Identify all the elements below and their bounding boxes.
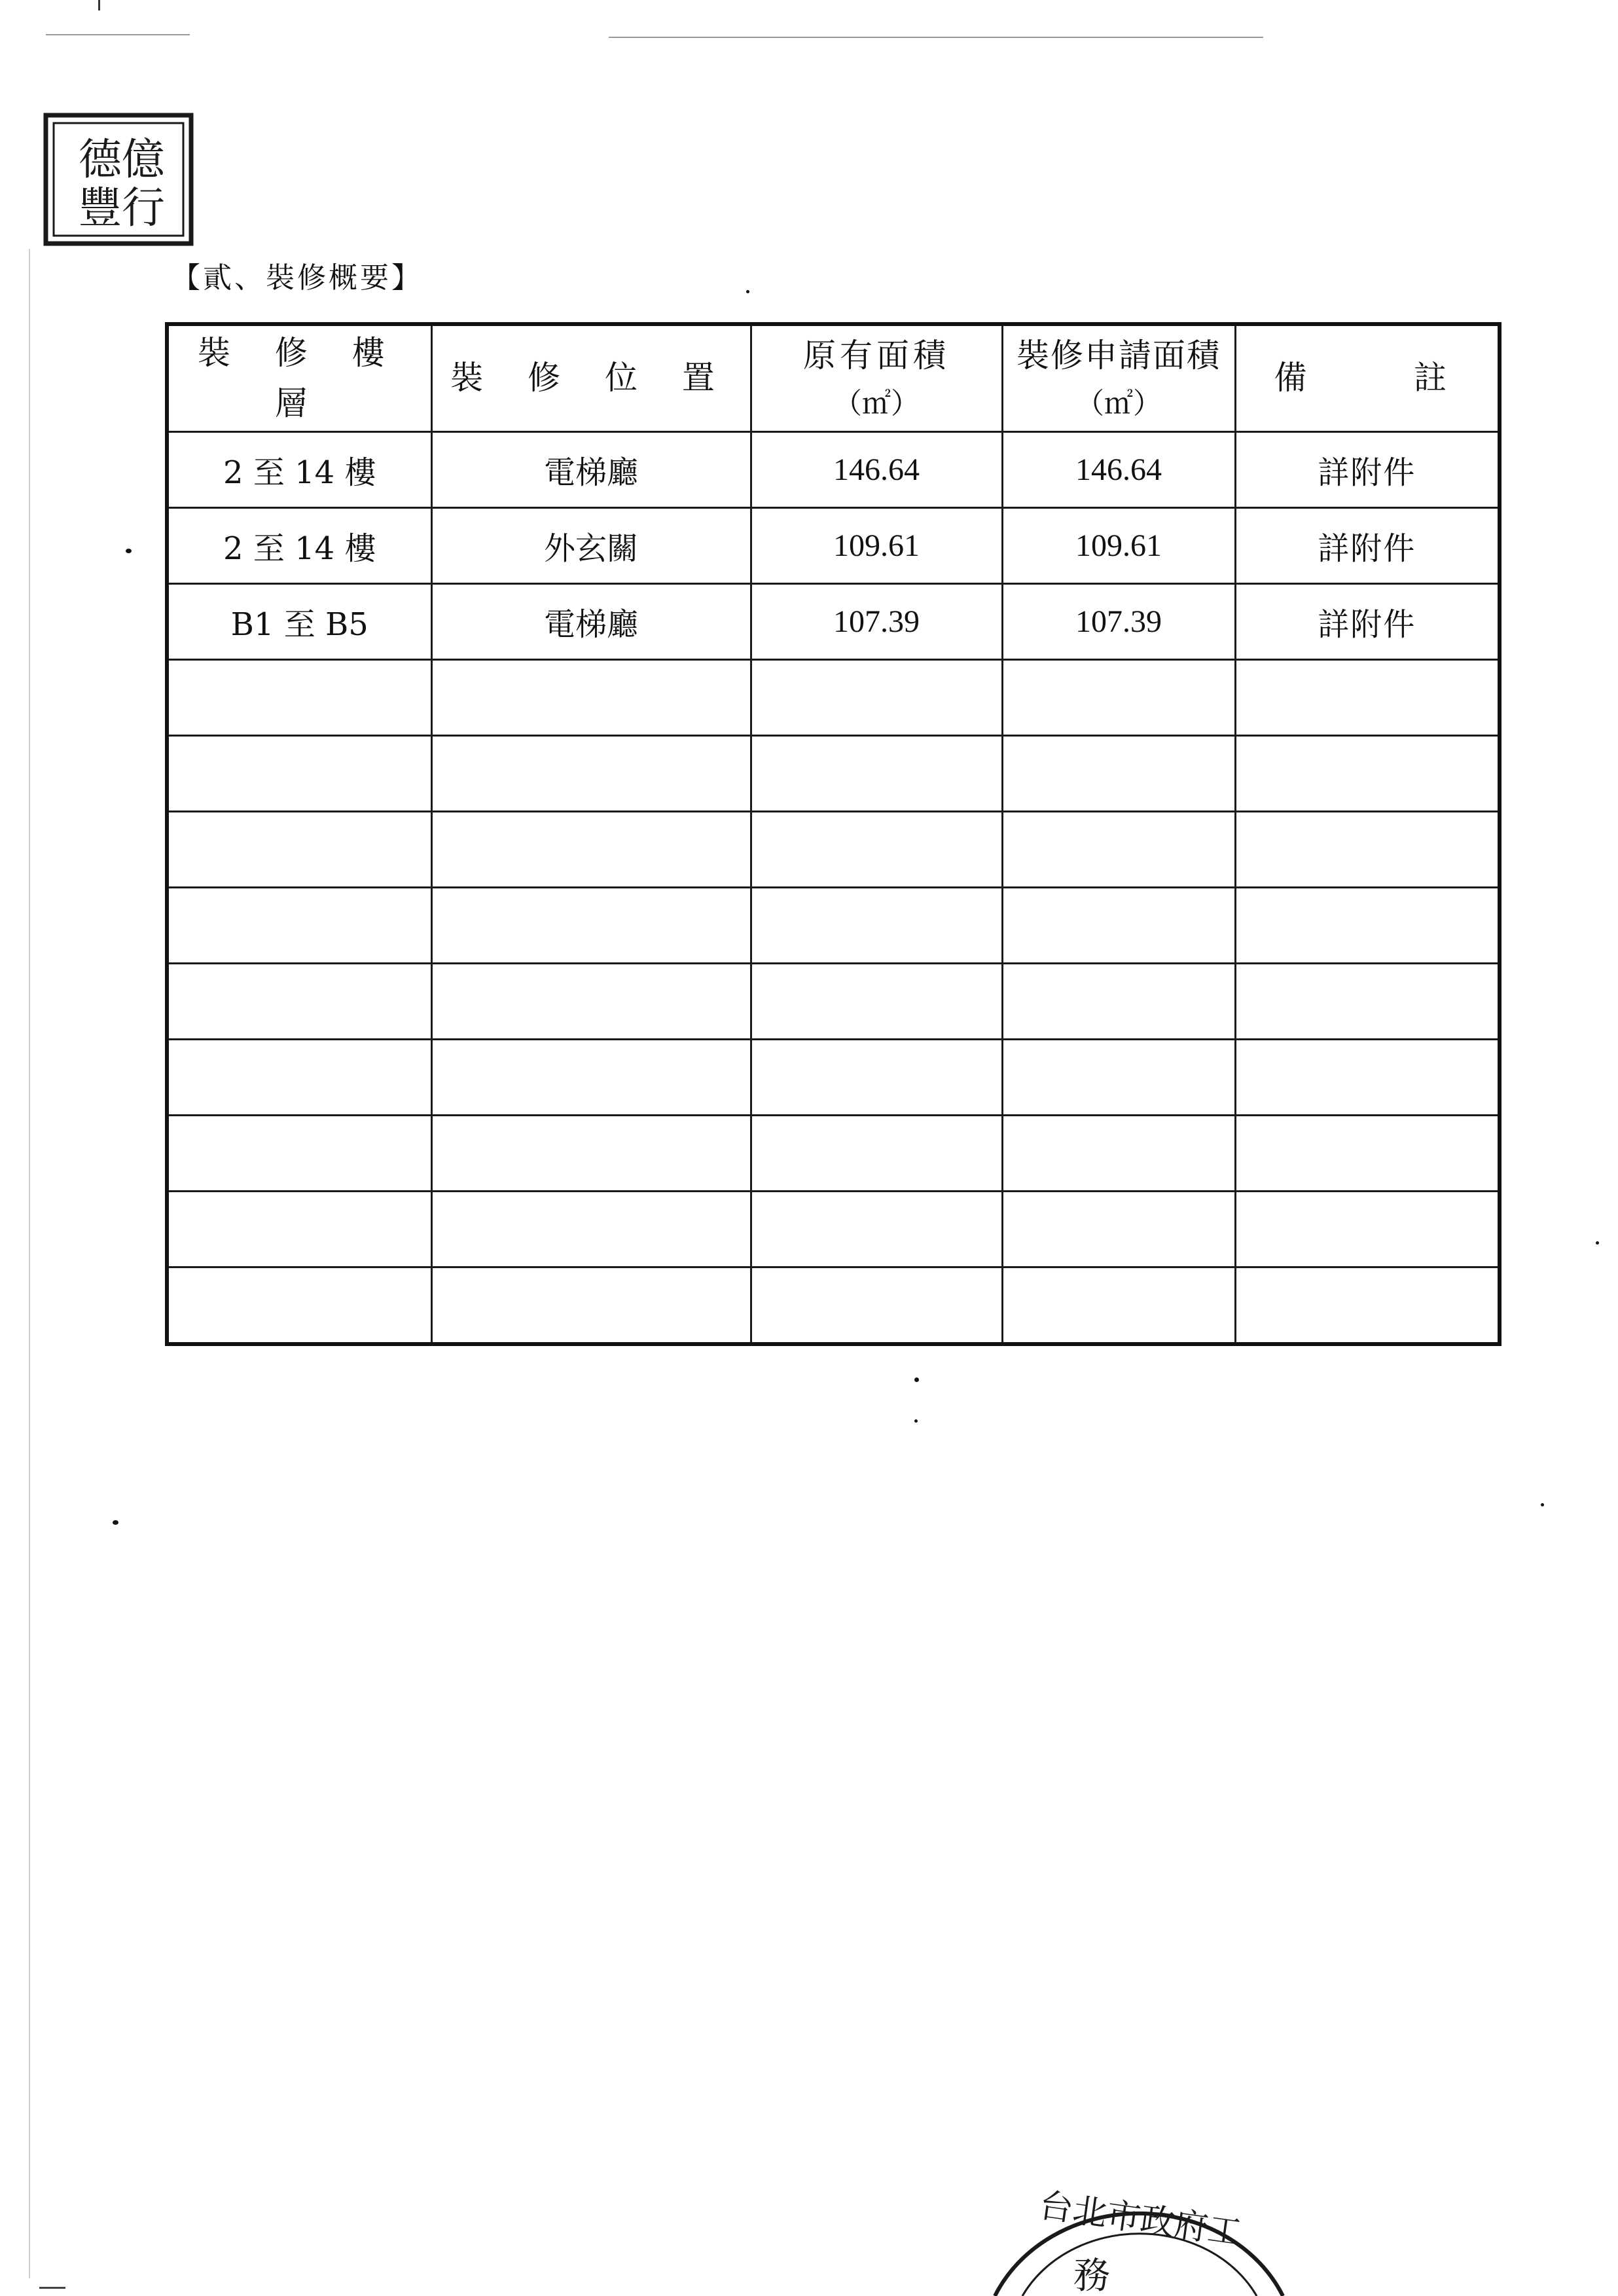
empty-cell <box>751 1116 1002 1192</box>
table-row-empty <box>167 888 1500 964</box>
header-floor: 裝 修 樓 層 <box>167 324 431 432</box>
empty-cell <box>431 1116 751 1192</box>
header-original-area-label: 原有面積 <box>803 337 950 375</box>
empty-cell <box>167 964 431 1040</box>
cell-floor: B1 至 B5 <box>167 584 431 660</box>
header-remarks <box>1235 324 1500 432</box>
cell-remarks: 詳附件 <box>1235 432 1500 508</box>
cell-original-area: 146.64 <box>751 432 1002 508</box>
empty-cell <box>751 736 1002 812</box>
empty-cell <box>1235 660 1500 736</box>
scan-line-top <box>609 37 1263 38</box>
empty-cell <box>1002 1192 1235 1267</box>
empty-cell <box>431 1192 751 1267</box>
empty-cell <box>1002 964 1235 1040</box>
empty-cell <box>431 736 751 812</box>
scan-speck <box>1541 1503 1544 1506</box>
scan-speck <box>914 1377 919 1382</box>
empty-cell <box>167 1192 431 1267</box>
renovation-summary-table <box>165 322 1501 1346</box>
table-row <box>167 584 1500 660</box>
empty-cell <box>751 1192 1002 1267</box>
scan-line-left-edge <box>29 249 30 2278</box>
company-seal-stamp <box>41 110 196 249</box>
table-row-empty <box>167 1116 1500 1192</box>
empty-cell <box>431 964 751 1040</box>
empty-cell <box>167 888 431 964</box>
cell-floor: 2 至 14 樓 <box>167 508 431 584</box>
scan-line-bottom-left <box>39 2287 65 2289</box>
table-row-empty <box>167 736 1500 812</box>
cell-applied-area: 107.39 <box>1002 584 1235 660</box>
scan-speck <box>746 290 749 293</box>
empty-cell <box>1235 888 1500 964</box>
empty-cell <box>1002 1040 1235 1116</box>
table-row-empty <box>167 964 1500 1040</box>
scan-speck <box>1596 1241 1599 1245</box>
table-row-empty <box>167 1267 1500 1345</box>
scan-speck <box>126 549 132 553</box>
empty-cell <box>751 812 1002 888</box>
empty-cell <box>1002 1267 1235 1345</box>
svg-text:台北市政府工: 台北市政府工 <box>1036 2185 1245 2253</box>
empty-cell <box>167 812 431 888</box>
government-seal-stamp <box>982 2157 1296 2296</box>
empty-cell <box>167 1040 431 1116</box>
svg-text:豐行: 豐行 <box>79 183 165 233</box>
header-applied-area-unit: （㎡） <box>1075 386 1162 420</box>
header-location: 裝 修 位 置 <box>431 324 751 432</box>
cell-location: 電梯廳 <box>431 584 751 660</box>
empty-cell <box>167 1267 431 1345</box>
svg-text:德億: 德億 <box>79 134 165 185</box>
empty-cell <box>1235 964 1500 1040</box>
svg-text:務: 務 <box>1073 2255 1110 2296</box>
empty-cell <box>431 1267 751 1345</box>
table-row-empty <box>167 812 1500 888</box>
empty-cell <box>1002 660 1235 736</box>
empty-cell <box>1235 1040 1500 1116</box>
empty-cell <box>1235 1267 1500 1345</box>
empty-cell <box>431 812 751 888</box>
scan-speck <box>914 1419 918 1423</box>
header-applied-area-label: 裝修申請面積 <box>1016 337 1221 375</box>
cell-remarks: 詳附件 <box>1235 508 1500 584</box>
table-row <box>167 432 1500 508</box>
empty-cell <box>1235 812 1500 888</box>
scan-mark-top <box>98 0 100 10</box>
empty-cell <box>167 736 431 812</box>
table-row-empty <box>167 1040 1500 1116</box>
table-header-row <box>167 324 1500 432</box>
header-applied-area <box>1002 324 1235 432</box>
cell-remarks: 詳附件 <box>1235 584 1500 660</box>
table-row-empty <box>167 660 1500 736</box>
empty-cell <box>431 1040 751 1116</box>
empty-cell <box>1235 1192 1500 1267</box>
cell-location: 外玄關 <box>431 508 751 584</box>
empty-cell <box>751 660 1002 736</box>
table-row-empty <box>167 1192 1500 1267</box>
empty-cell <box>431 888 751 964</box>
empty-rows-group <box>167 660 1500 1345</box>
cell-location: 電梯廳 <box>431 432 751 508</box>
cell-applied-area: 109.61 <box>1002 508 1235 584</box>
header-original-area-unit: （㎡） <box>833 386 920 420</box>
empty-cell <box>751 1040 1002 1116</box>
scan-line-top-left <box>46 34 190 35</box>
empty-cell <box>1002 1116 1235 1192</box>
empty-cell <box>751 1267 1002 1345</box>
cell-original-area: 107.39 <box>751 584 1002 660</box>
cell-floor: 2 至 14 樓 <box>167 432 431 508</box>
scan-speck <box>113 1520 118 1525</box>
header-remarks-left: 備 <box>1274 359 1307 397</box>
empty-cell <box>167 1116 431 1192</box>
empty-cell <box>1235 1116 1500 1192</box>
empty-cell <box>1002 812 1235 888</box>
cell-original-area: 109.61 <box>751 508 1002 584</box>
empty-cell <box>751 964 1002 1040</box>
header-original-area <box>751 324 1002 432</box>
section-title: 【貳、裝修概要】 <box>171 261 423 295</box>
empty-cell <box>1002 736 1235 812</box>
table-row <box>167 508 1500 584</box>
empty-cell <box>1002 888 1235 964</box>
cell-applied-area: 146.64 <box>1002 432 1235 508</box>
empty-cell <box>431 660 751 736</box>
empty-cell <box>167 660 431 736</box>
header-remarks-right: 註 <box>1414 359 1447 397</box>
empty-cell <box>1235 736 1500 812</box>
empty-cell <box>751 888 1002 964</box>
